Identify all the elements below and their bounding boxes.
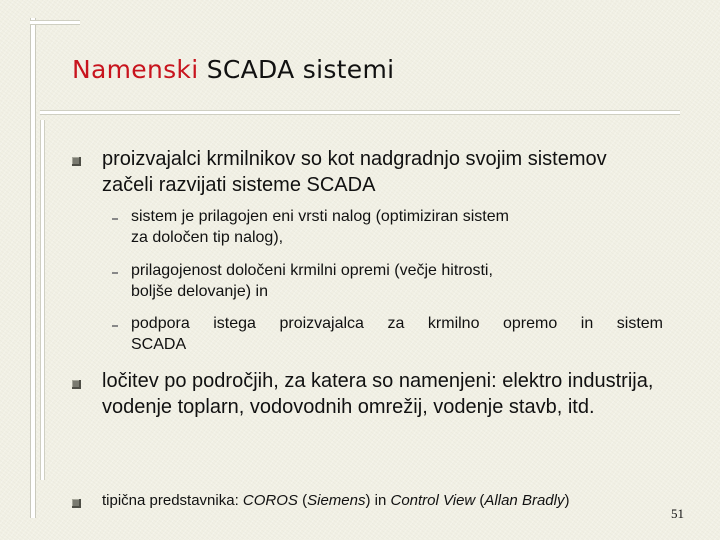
square-bullet-icon (72, 380, 81, 389)
title-accent: Namenski (72, 55, 199, 84)
bullet3-control-view: Control View (390, 492, 476, 509)
title-rest: SCADA sistemi (206, 55, 395, 84)
sub-item-2: prilagojenost določeni krmilni opremi (večje hitrosti, boljše delovanje) in (131, 262, 493, 300)
decorative-frame-line (30, 20, 80, 25)
bullet3-mid: ) in (365, 492, 391, 509)
square-bullet-icon (72, 157, 81, 166)
decorative-frame-line (30, 18, 36, 518)
square-bullet-icon (72, 499, 81, 508)
dash-bullet-icon (112, 272, 118, 274)
bullet3-allan-bradly: Allan Bradly (484, 492, 565, 509)
sub-item-1: sistem je prilagojen eni vrsti nalog (optimiziran sistem za določen tip nalog), (131, 208, 509, 246)
bullet3-siemens: Siemens (307, 492, 366, 509)
bullet-item-1: proizvajalci krmilnikov so kot nadgradnjo svojim sistemov začeli razvijati sisteme SCADA (102, 148, 607, 196)
bullet3-coros: COROS (242, 492, 298, 509)
bullet3-prefix: tipična predstavnika: (102, 492, 243, 509)
bullet-item-2: ločitev po področjih, za katera so namenjeni: elektro industrija, vodenje toplarn, vodovodnih omrežij, vodenje stavb, itd. (102, 370, 654, 418)
sub-item-3-line-2: SCADA (131, 336, 187, 353)
bullet3-paren: ( (475, 492, 485, 509)
bullet3-close: ) (564, 492, 570, 509)
page-number: 51 (671, 506, 684, 521)
sub-item-3-line-1: podpora istega proizvajalca za krmilno opremo in sistem (131, 315, 663, 332)
slide-title (72, 55, 394, 84)
bullet-item-3 (102, 491, 569, 510)
decorative-frame-line (40, 110, 680, 115)
decorative-frame-line (40, 120, 45, 480)
dash-bullet-icon (112, 218, 118, 220)
bullet3-paren: ( (297, 492, 308, 509)
dash-bullet-icon (112, 325, 118, 327)
